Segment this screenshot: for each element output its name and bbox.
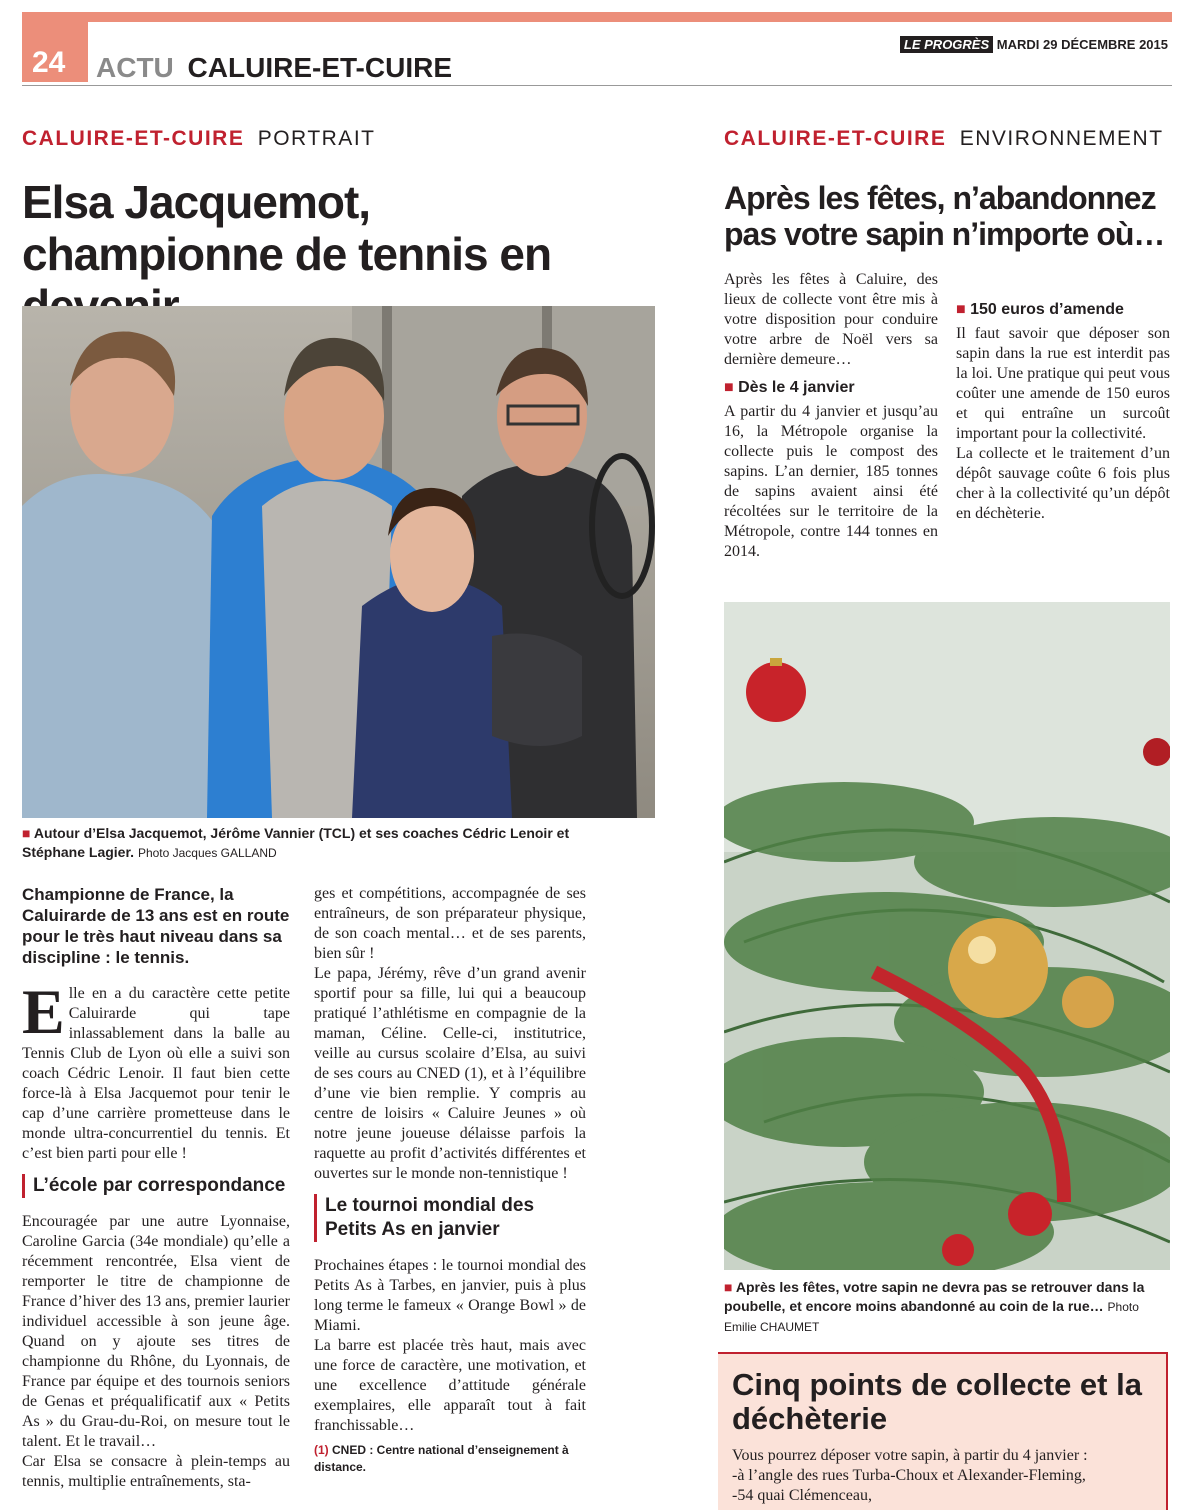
tennis-group-photo-image [22,306,655,818]
caption-square-icon: ■ [22,825,31,841]
right-para-2: Il faut savoir que déposer son sapin dans la rue est interdit pas la loi. Une pratique qui peut vous coûter une amende de 150 euros et qui entraîne un surcoût important pour la collectivité. [956,325,1170,442]
page-number-block [22,12,88,82]
left-photo-caption [22,824,632,863]
left-kicker [22,128,375,149]
right-para-3: La collecte et le traitement d’un dépôt sauvage coûte 6 fois plus cher à la collectivité qu’un dépôt en déchèterie. [956,445,1170,522]
issue-date: MARDI 29 DÉCEMBRE 2015 [996,37,1168,52]
footnote-text: CNED : Centre national d’enseignement à distance. [314,1443,569,1474]
header-rule [22,85,1172,86]
caption-square-icon-2: ■ [724,1279,733,1295]
right-subhead-2: ■ 150 euros d’amende [956,300,1170,320]
christmas-tree-photo [724,602,1170,1270]
right-photo-caption [724,1278,1170,1337]
right-para-1: A partir du 4 janvier et jusqu’au 16, la Métropole organise la collecte puis le compost des sapins. L’an dernier, 185 tonnes de sapins avaient ainsi été récoltées sur le territoire de la Métropole, contre 144 tonnes en 2014. [724,403,938,560]
collection-points-box [718,1352,1168,1510]
left-para-2: Encouragée par une autre Lyonnaise, Caroline Garcia (34e mondiale) qu’elle a récemment rencontrée, Elsa vient de remporter le titre de championne de France d’hiver des 13 ans, premier laurier individuel accessible à son jeune âge. Quand on y ajoute ses titres de championne du Rhône, du Lyonnais, de France par équipe et des tournois seniors de Genas et préqualificatif aux « Petits As » du Grau-du-Roi, on mesure tout le talent. Et le travail… [22,1213,290,1450]
footnote-ref: (1) [314,1443,329,1457]
box-item-1: -à l’angle des rues Turba-Choux et Alexander-Fleming, [732,1467,1086,1484]
right-article-column-1 [724,270,938,562]
right-kicker-city: CALUIRE-ET-CUIRE [724,127,947,150]
right-kicker [724,128,1164,149]
right-kicker-topic: ENVIRONNEMENT [959,127,1164,150]
christmas-tree-photo-image [724,602,1170,1270]
left-para-1-text: lle en a du caractère cette petite Caluirarde qui tape inlassablement dans la balle au Tennis Club de Lyon où elle a suivi son coach Cédric Lenoir. Il faut bien cette force-là à Elsa Jacquemot pour tenir le cap d’une carrière prometteuse dans le monde ultra-concurrentiel du tennis. Et c’est bien parti pour elle ! [22,985,290,1162]
box-item-2: -54 quai Clémenceau, [732,1487,872,1504]
right-subhead-1: ■ Dès le 4 janvier [724,378,938,398]
left-subhead-2: Le tournoi mondial des Petits As en janvier [314,1194,586,1242]
right-photo-credit: Photo Emilie CHAUMET [724,1300,1139,1334]
left-article-column-2 [314,884,586,1476]
page-number: 24 [32,46,66,79]
right-headline: Après les fêtes, n’abandonnez pas votre sapin n’importe où… [724,180,1165,252]
section-prefix: ACTU [96,52,174,83]
left-article-column-1 [22,884,290,1492]
section-header [96,54,452,82]
box-intro: Vous pourrez déposer votre sapin, à partir du 4 janvier : [732,1447,1088,1464]
left-para-1 [22,976,290,1164]
right-intro: Après les fêtes à Caluire, des lieux de collecte vont être mis à votre disposition pour conduire votre arbre de Noël vers sa dernière demeure… [724,271,938,368]
left-headline: Elsa Jacquemot, championne de tennis en [22,176,552,280]
box-body [732,1446,1152,1506]
left-para-3: Car Elsa se consacre à plein-temps au tennis, multiplie entraînements, sta- [22,1453,290,1490]
dropcap: E [22,976,65,1047]
tennis-group-photo [22,306,655,818]
top-color-bar [22,12,1172,22]
section-city: CALUIRE-ET-CUIRE [187,52,452,83]
left-caption-text: Autour d’Elsa Jacquemot, Jérôme Vannier (TCL) et ses coaches Cédric Lenoir et Stéphane Lagier. [22,825,570,860]
left-photo-credit: Photo Jacques GALLAND [137,846,277,860]
left-col2-para-3: Prochaines étapes : le tournoi mondial des Petits As à Tarbes, en janvier, puis à plus long terme le fameux « Orange Bowl » de Miami. [314,1257,586,1334]
masthead-right [900,38,1168,51]
paper-logo: LE PROGRÈS [900,36,993,53]
left-lead: Championne de France, la Caluirarde de 13 ans est en route pour le très haut niveau dans sa discipline : le tennis. [22,885,290,967]
left-col2-para-4: La barre est placée très haut, mais avec une force de caractère, une motivation, et une excellence d’attitude générale exemplaires, elle apparaît tout à fait franchissable… [314,1337,586,1434]
box-title: Cinq points de collecte et la déchèterie [732,1367,1142,1436]
left-col2-para-2: Le papa, Jérémy, rêve d’un grand avenir sportif pour sa fille, lui qui a beaucoup pratiqué l’athlétisme en compagnie de la maman, Céline. Celle-ci, institutrice, veille au cursus scolaire d’Elsa, au suivi de ses cours au CNED (1), et à l’équilibre d’une vie bien remplie. Y compris au centre de loisirs « Caluire Jeunes » où notre jeune joueuse délaisse parfois la raquette au profit d’activités différentes et ouvertes sur le monde non-tennistique ! [314,965,586,1182]
footnote [314,1442,586,1476]
right-caption-text: Après les fêtes, votre sapin ne devra pas se retrouver dans la poubelle, et encore moins abandonné au coin de la rue… [724,1279,1145,1314]
left-kicker-city: CALUIRE-ET-CUIRE [22,127,245,150]
left-col2-para-1: ges et compétitions, accompagnée de ses entraîneurs, de son préparateur physique, de son coach mental… et de ses parents, bien sûr ! [314,885,586,962]
left-subhead-1: L’école par correspondance [22,1174,290,1198]
right-article-column-2 [956,270,1170,524]
left-kicker-topic: PORTRAIT [257,127,376,150]
